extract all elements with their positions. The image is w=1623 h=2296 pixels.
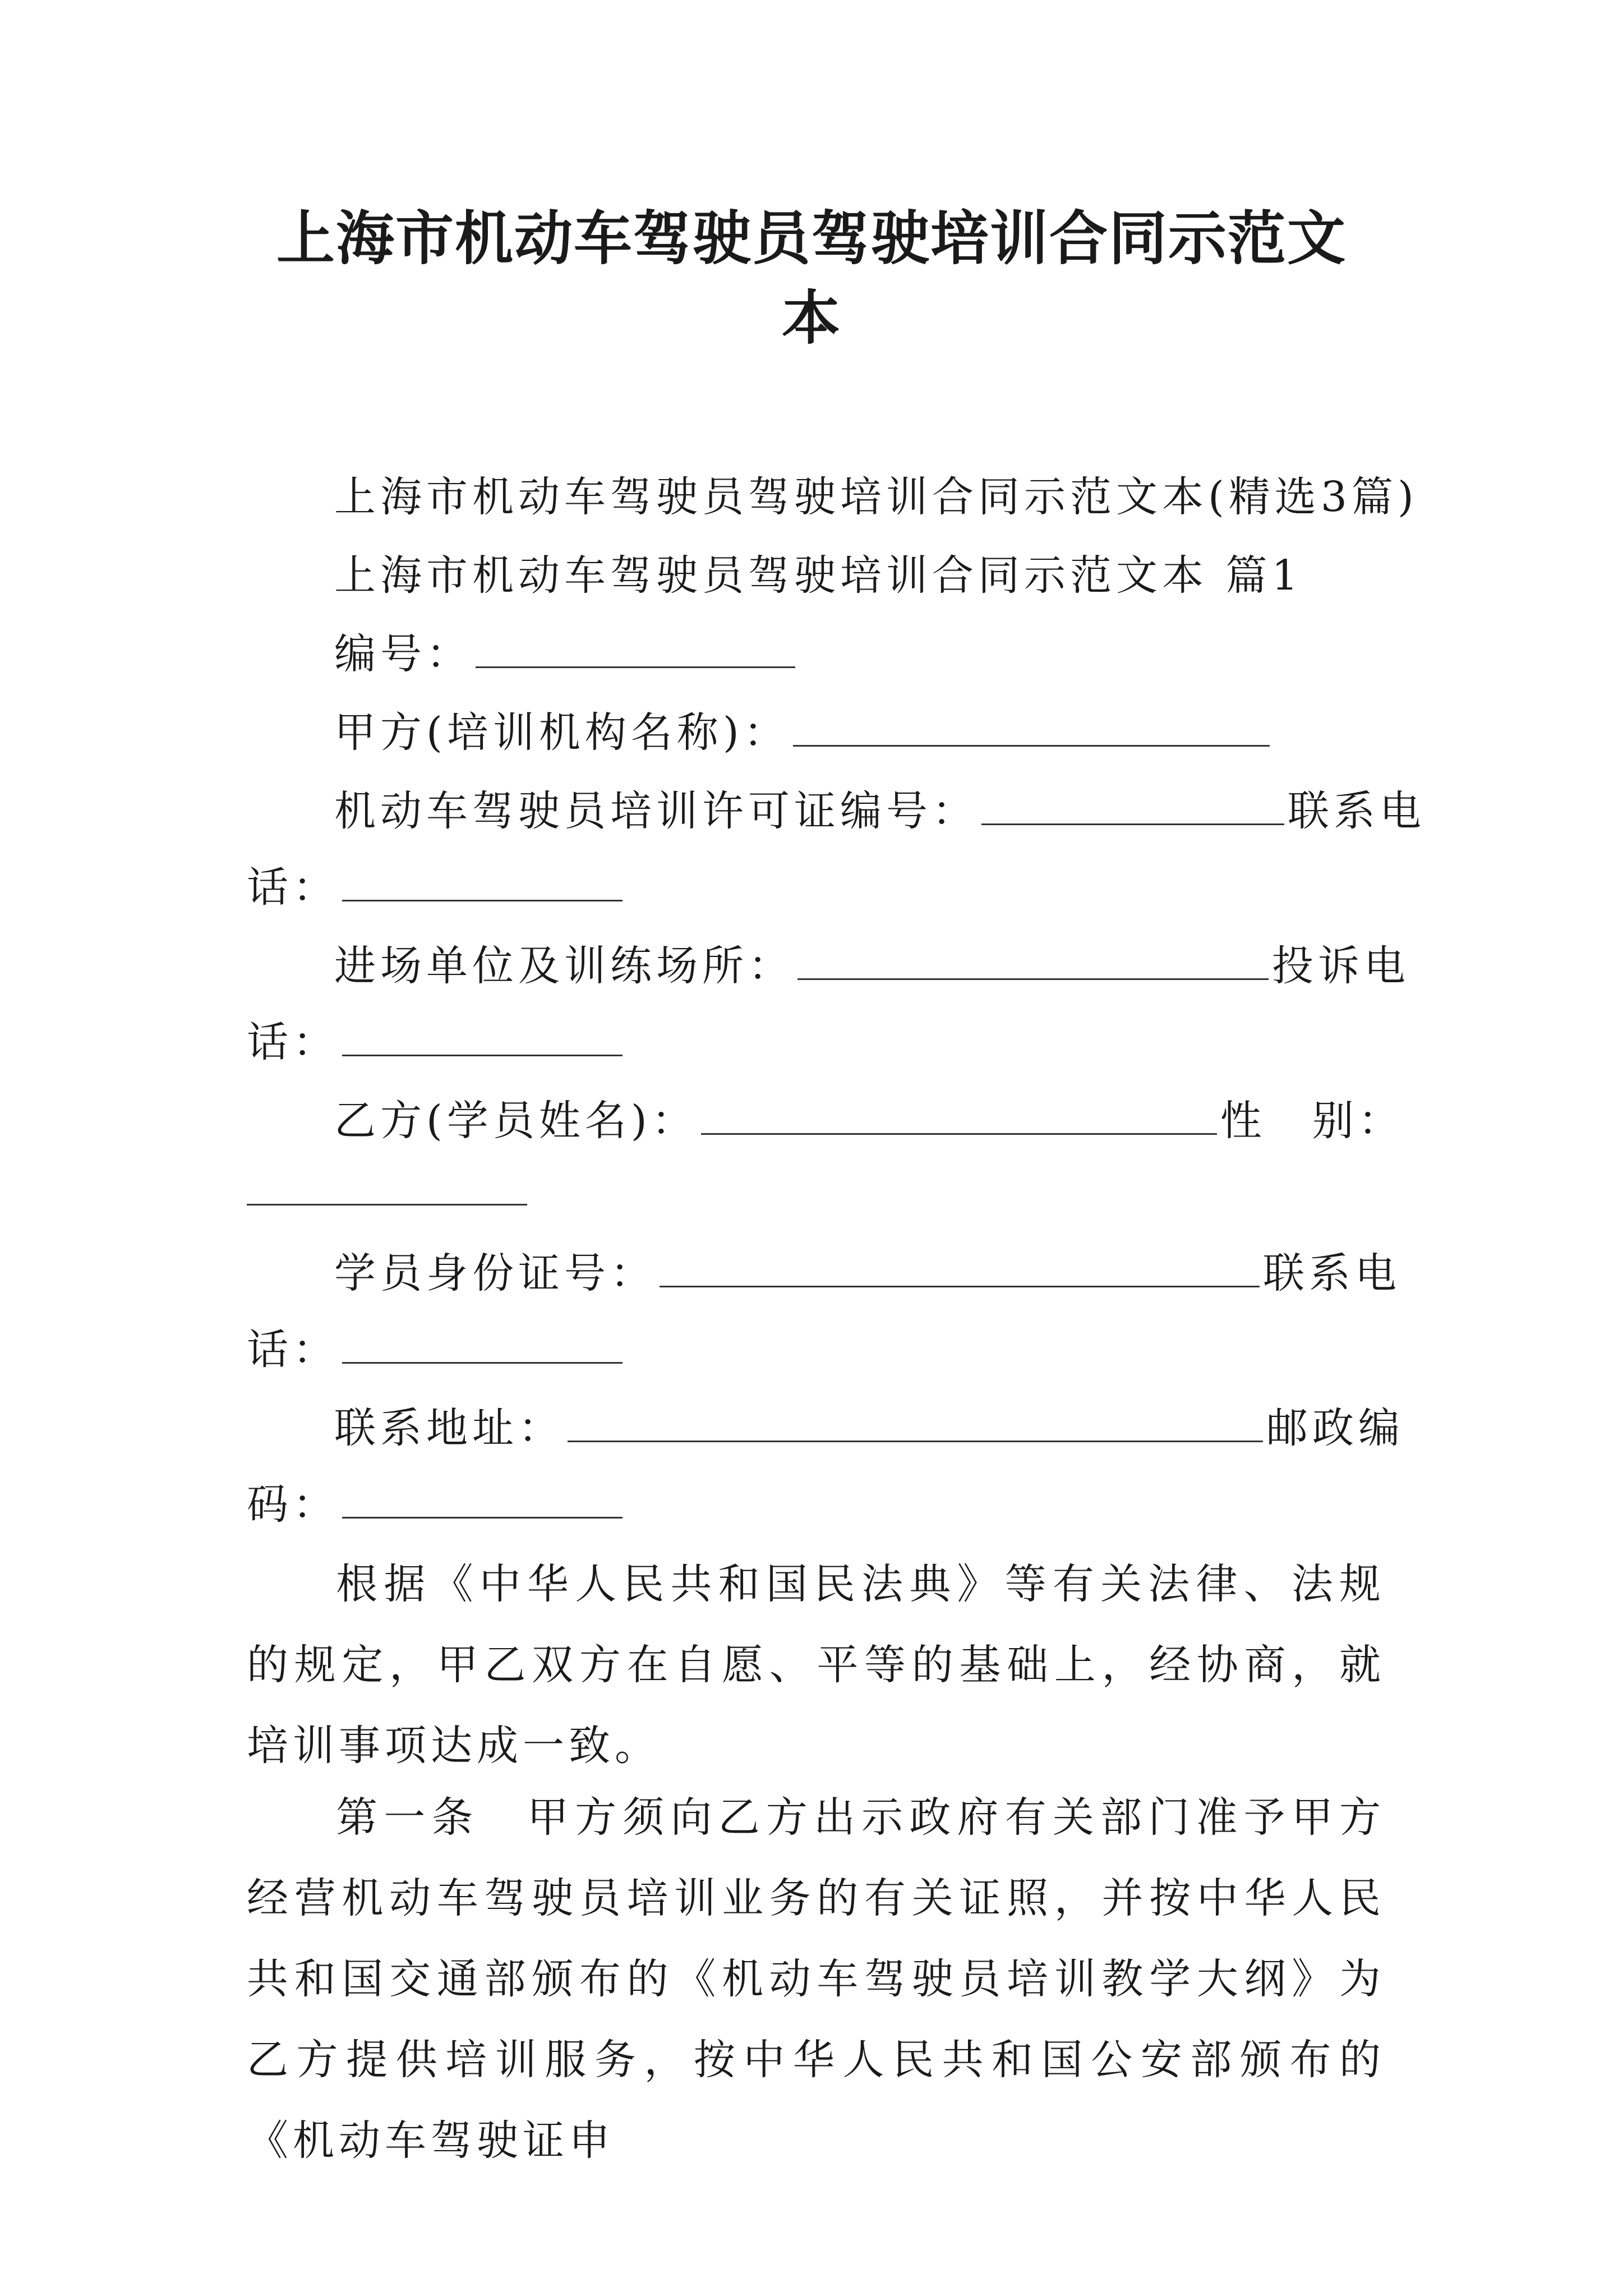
party-b-label: 乙方(学员姓名)： — [334, 1097, 698, 1145]
student-phone-label: 联系电 — [1263, 1249, 1401, 1297]
student-phone-input[interactable] — [342, 1322, 623, 1364]
subtitle: 上海市机动车驾驶员驾驶培训合同示范文本(精选3篇) — [334, 473, 1418, 521]
number-label: 编号： — [334, 630, 472, 678]
paragraph-article-1 — [247, 1777, 1385, 2181]
license-input[interactable] — [981, 783, 1284, 825]
section-heading: 上海市机动车驾驶员驾驶培训合同示范文本 篇1 — [334, 551, 1303, 600]
gender-input[interactable] — [247, 1204, 527, 1205]
contact-phone-label-cont: 话： — [247, 863, 339, 912]
postal-label-cont: 码： — [247, 1480, 339, 1529]
license-label: 机动车驾驶员培训许可证编号： — [334, 787, 978, 835]
party-b-row — [334, 1093, 1404, 1149]
number-row — [334, 626, 799, 682]
complaint-phone-input[interactable] — [342, 1014, 623, 1056]
student-phone-row — [247, 1322, 626, 1378]
contact-phone-label: 联系电 — [1288, 787, 1426, 835]
complaint-phone-row — [247, 1014, 626, 1070]
paragraph-intro-text: 根据《中华人民共和国民法典》等有关法律、法规的规定，甲乙双方在自愿、平等的基础上，经协商，就培训事项达成一致。 — [247, 1560, 1385, 1770]
paragraph-intro — [247, 1544, 1385, 1786]
number-input[interactable] — [476, 626, 795, 668]
student-phone-label-cont: 话： — [247, 1326, 339, 1374]
address-row — [334, 1400, 1404, 1456]
complaint-phone-label: 投诉电 — [1272, 942, 1410, 990]
contact-phone-input[interactable] — [342, 859, 623, 901]
id-label: 学员身份证号： — [334, 1249, 656, 1297]
address-input[interactable] — [568, 1400, 1263, 1442]
id-input[interactable] — [660, 1245, 1260, 1287]
venue-input[interactable] — [797, 938, 1269, 980]
document-title-line2: 本 — [781, 284, 841, 352]
document-title-line1: 上海市机动车驾驶员驾驶培训合同示范文 — [276, 204, 1347, 273]
gender-label: 性 别： — [1220, 1097, 1404, 1145]
postal-input[interactable] — [342, 1476, 623, 1519]
venue-label: 进场单位及训练场所： — [334, 942, 794, 990]
party-a-input[interactable] — [793, 705, 1270, 747]
contact-phone-row — [247, 859, 626, 915]
paragraph-article-1-text: 第一条 甲方须向乙方出示政府有关部门准予甲方经营机动车驾驶员培训业务的有关证照，并按中华人民共和国交通部颁布的《机动车驾驶员培训教学大纲》为乙方提供培训服务，按中华人民共和国公安部颁布的《机动车驾驶证申 — [247, 1793, 1385, 2165]
party-b-input[interactable] — [701, 1093, 1217, 1135]
license-row — [334, 783, 1426, 839]
id-row — [334, 1245, 1401, 1301]
party-a-label: 甲方(培训机构名称)： — [334, 708, 790, 757]
address-label: 联系地址： — [334, 1404, 564, 1452]
complaint-phone-label-cont: 话： — [247, 1018, 339, 1066]
postal-row — [247, 1476, 626, 1533]
postal-label: 邮政编 — [1266, 1404, 1404, 1452]
party-a-row — [334, 705, 1273, 761]
venue-row — [334, 938, 1410, 994]
